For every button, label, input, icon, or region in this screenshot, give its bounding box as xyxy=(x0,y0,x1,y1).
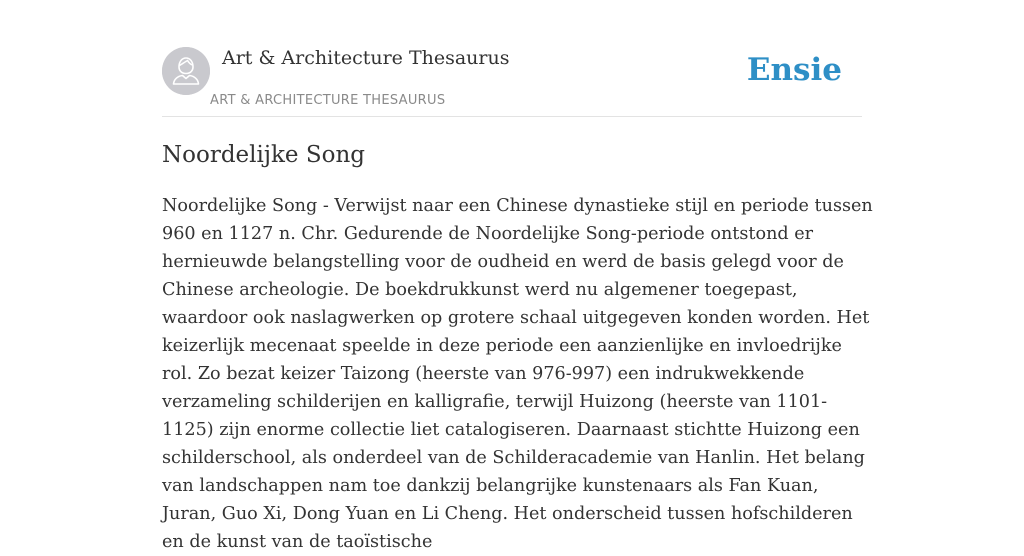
ensie-logo[interactable]: Ensie xyxy=(746,52,842,88)
source-title[interactable]: Art & Architecture Thesaurus xyxy=(222,47,510,69)
source-header xyxy=(162,46,862,117)
source-subtitle[interactable]: ART & ARCHITECTURE THESAURUS xyxy=(210,93,446,108)
article-title: Noordelijke Song xyxy=(162,142,365,168)
article-body: Noordelijke Song - Verwijst naar een Chinese dynastieke stijl en periode tussen 960 en 1127 n. Chr. Gedurende de Noordelijke Song-periode ontstond er hernieuwde belangstelling voor de oudheid en werd de basis gelegd voor de Chinese archeologie. De boekdrukkunst werd nu algemener toegepast, waardoor ook naslagwerken op grotere schaal uitgegeven konden worden. Het keizerlijk mecenaat speelde in deze periode een aanzienlijke en invloedrijke rol. Zo bezat keizer Taizong (heerste van 976-997) een indrukwekkende verzameling schilderijen en kalligrafie, terwijl Huizong (heerste van 1101-1125) zijn enorme collectie liet catalogiseren. Daarnaast stichtte Huizong een schilderschool, als onderdeel van de Schilderacademie van Hanlin. Het belang van landschappen nam toe dankzij belangrijke kunstenaars als Fan Kuan, Juran, Guo Xi, Dong Yuan en Li Cheng. Het onderscheid tussen hofschilderen en de kunst van de taoïstische xyxy=(162,196,873,552)
user-avatar-icon[interactable] xyxy=(162,47,210,95)
